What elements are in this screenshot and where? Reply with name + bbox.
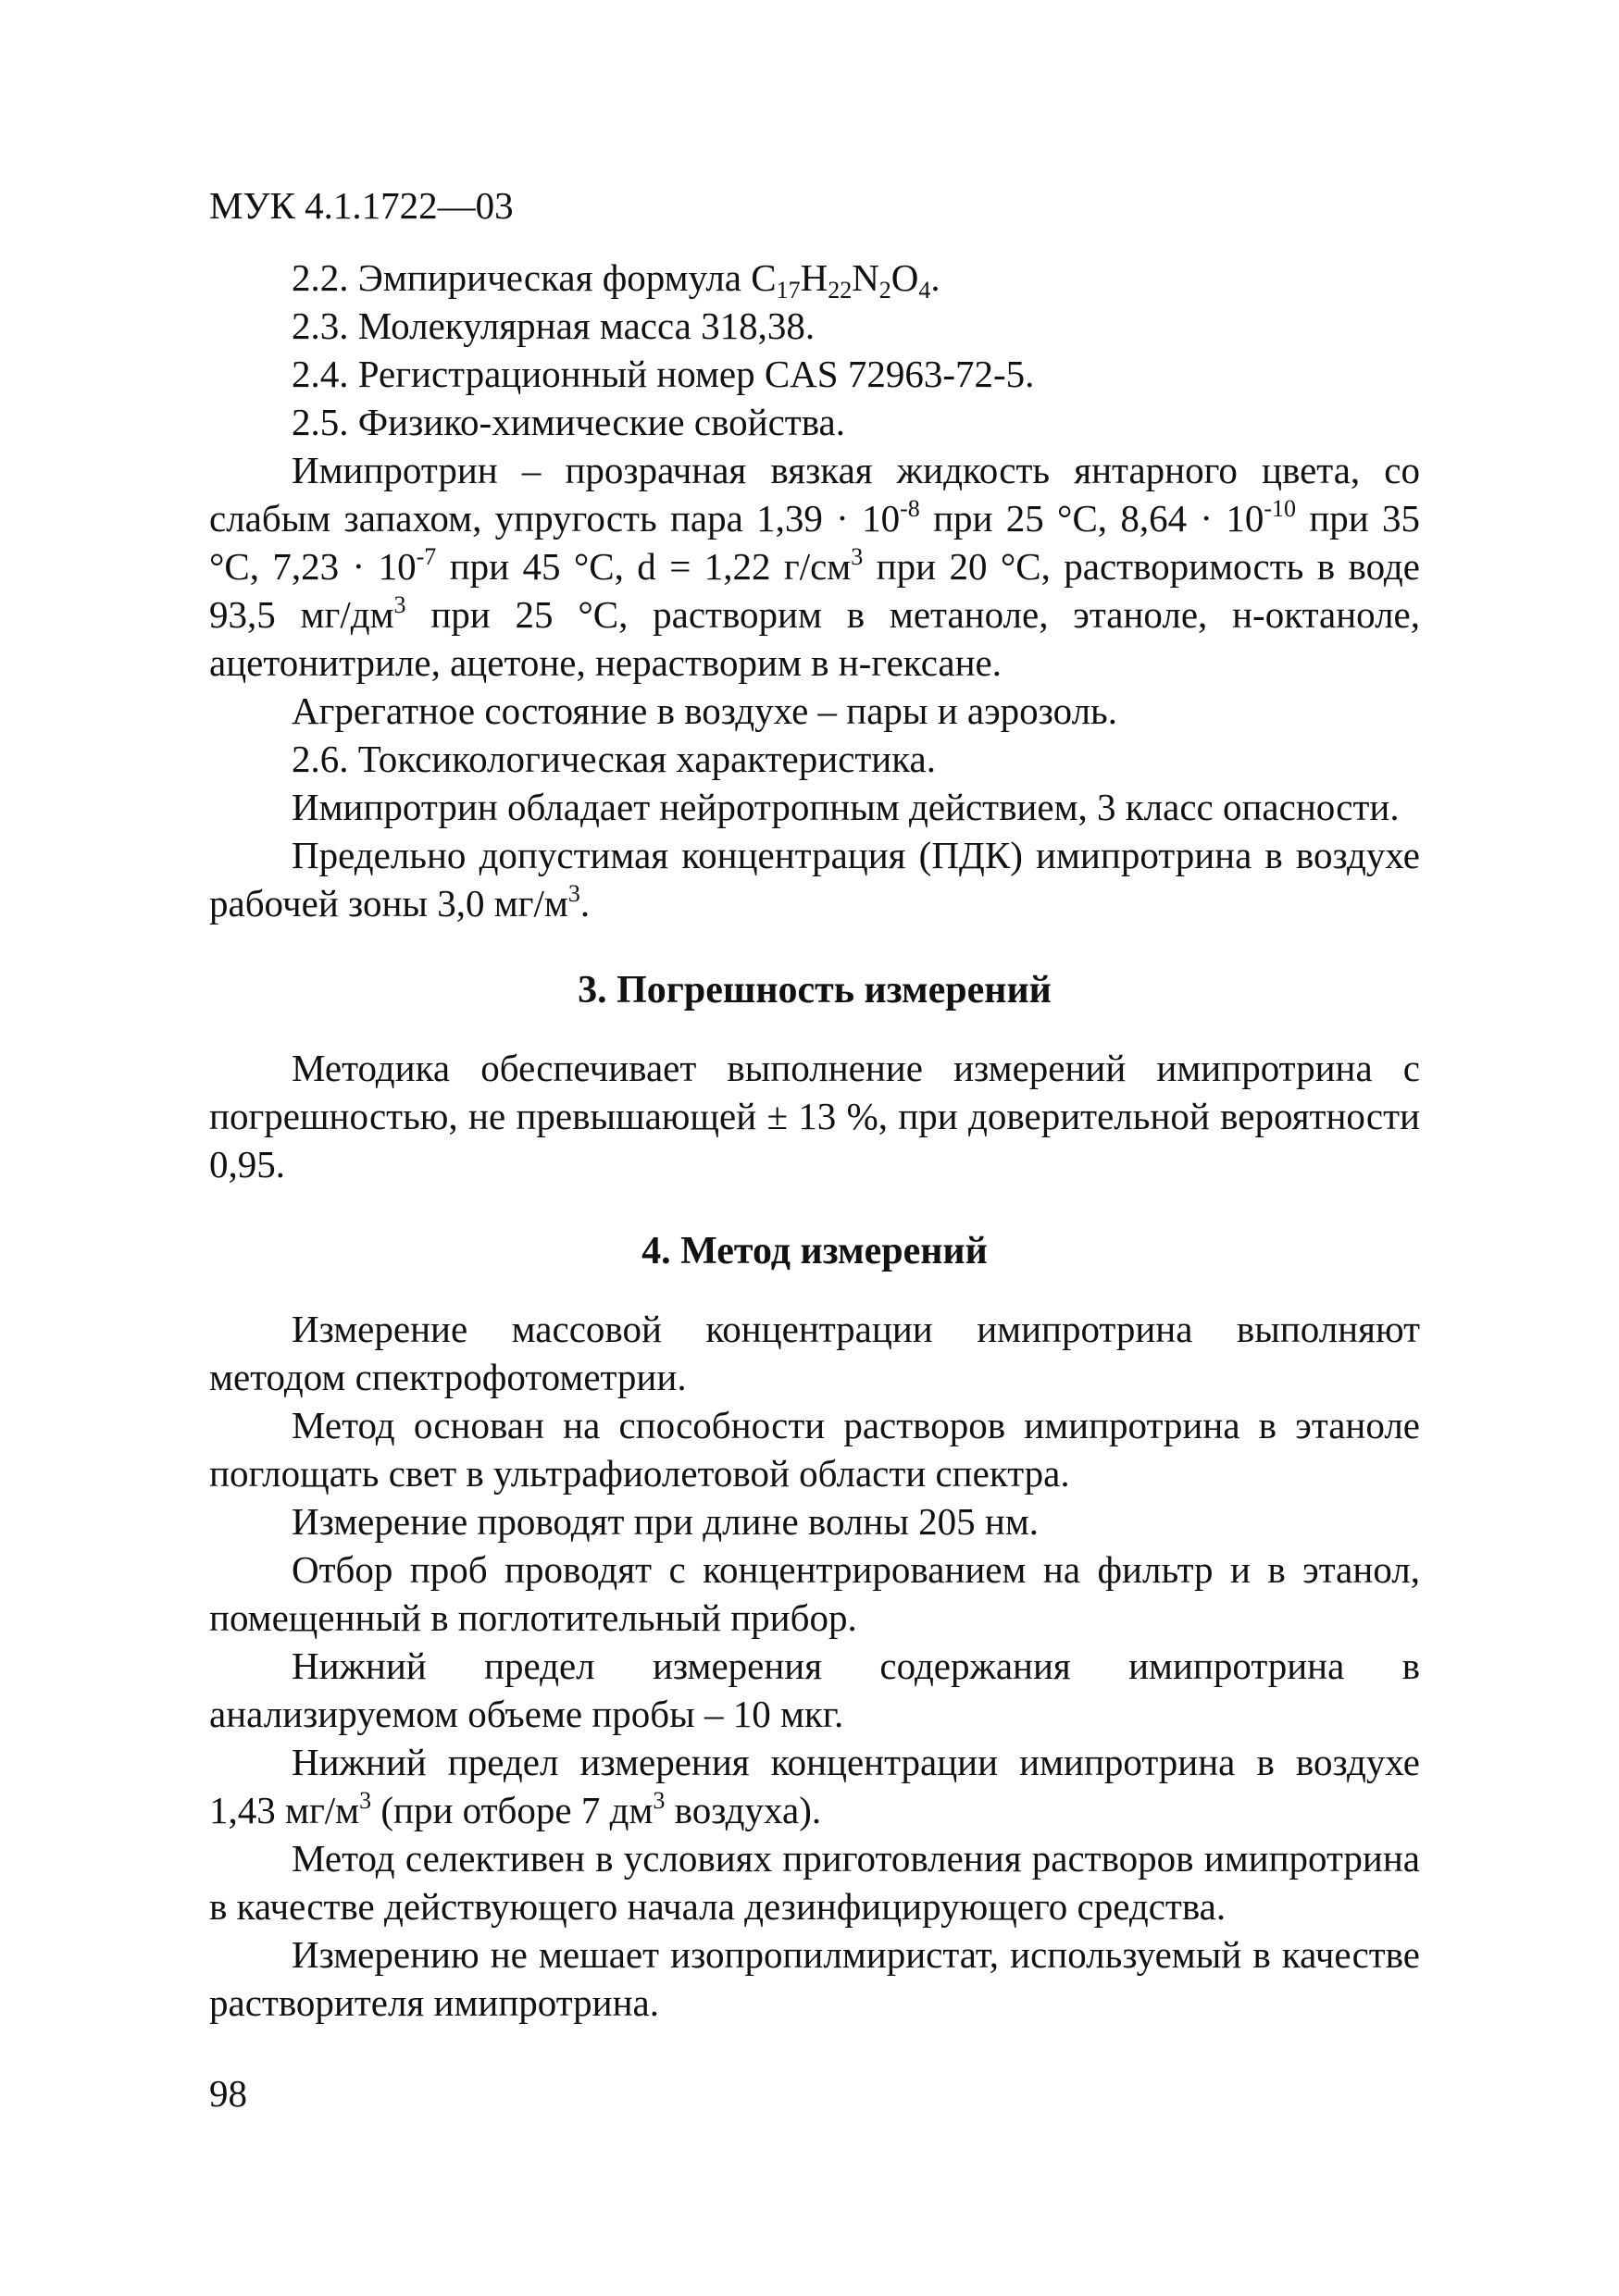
document-page (209, 181, 1420, 2027)
method-paragraph: Нижний предел измерения концентрации имипротрина в воздухе 1,43 $мг/м^3$ (при отборе 7 $дм^3$ воздуха). (209, 1741, 1420, 1831)
method-paragraph: Измерению не мешает изопропилмиристат, используемый в качестве растворителя имипротрина. (209, 1933, 1420, 2024)
method-paragraph: Метод селективен в условиях приготовления растворов имипротрина в качестве действующего начала дезинфицирующего средства. (209, 1837, 1420, 1928)
aggregate-state: Агрегатное состояние в воздухе – пары и аэрозоль. (292, 689, 1118, 732)
section-heading-method: 4. Метод измерений (641, 1230, 988, 1272)
toxicology-title: 2.6. Токсикологическая характеристика. (292, 738, 936, 780)
section-heading-error: 3. Погрешность измерений (578, 969, 1052, 1011)
properties-paragraph: Имипротрин – прозрачная вязкая жидкость янтарного цвета, со слабым запахом, упругость пара $1,39 \cdot 10^{-8}$ при 25 °С, $8,64 \cdot 10^{-10}$ при 35 °С, $7,23 \cdot 10^{-7}$ при 45 °С, d = 1,22 $г/см^3$ при 20 °С, растворимость в воде 93,5 $мг/дм^3$ при 25 °С, растворим в метаноле, этаноле, н-октаноле, ацетонитриле, ацетоне, нерастворим в н-гексане. (209, 449, 1421, 684)
error-paragraph: Методика обеспечивает выполнение измерений имипротрина с погрешностью, не превышающей ± 13 %, при доверительной вероятности 0,95. (209, 1047, 1420, 1185)
method-paragraph: Измерение массовой концентрации имипротрина выполняют методом спектрофотометрии. (209, 1308, 1420, 1398)
pdk-paragraph: Предельно допустимая концентрация (ПДК) имипротрина в воздухе рабочей зоны 3,0 $мг/м^3$. (209, 834, 1420, 925)
empirical-formula: 2.2. Эмпирическая формула $C_{17}H_{22}N_2O_4$. (292, 256, 940, 304)
page-number: 98 (209, 2072, 247, 2115)
method-paragraph: Метод основан на способности растворов имипротрина в этаноле поглощать свет в ультрафиолетовой области спектра. (209, 1404, 1420, 1495)
molar-mass: 2.3. Молекулярная масса 318,38. (292, 304, 816, 347)
properties-title: 2.5. Физико-химические свойства. (292, 401, 845, 443)
running-header: МУК 4.1.1722—03 (209, 184, 514, 227)
toxicology-text: Имипротрин обладает нейротропным действием, 3 класс опасности. (292, 786, 1400, 828)
cas-number: 2.4. Регистрационный номер CAS 72963-72-5. (292, 353, 1035, 395)
method-paragraph: Нижний предел измерения содержания имипротрина в анализируемом объеме пробы – 10 мкг. (209, 1644, 1420, 1735)
method-paragraph: Измерение проводят при длине волны 205 нм. (292, 1500, 1040, 1543)
method-paragraph: Отбор проб проводят с концентрированием на фильтр и в этанол, помещенный в поглотительный прибор. (209, 1548, 1420, 1639)
